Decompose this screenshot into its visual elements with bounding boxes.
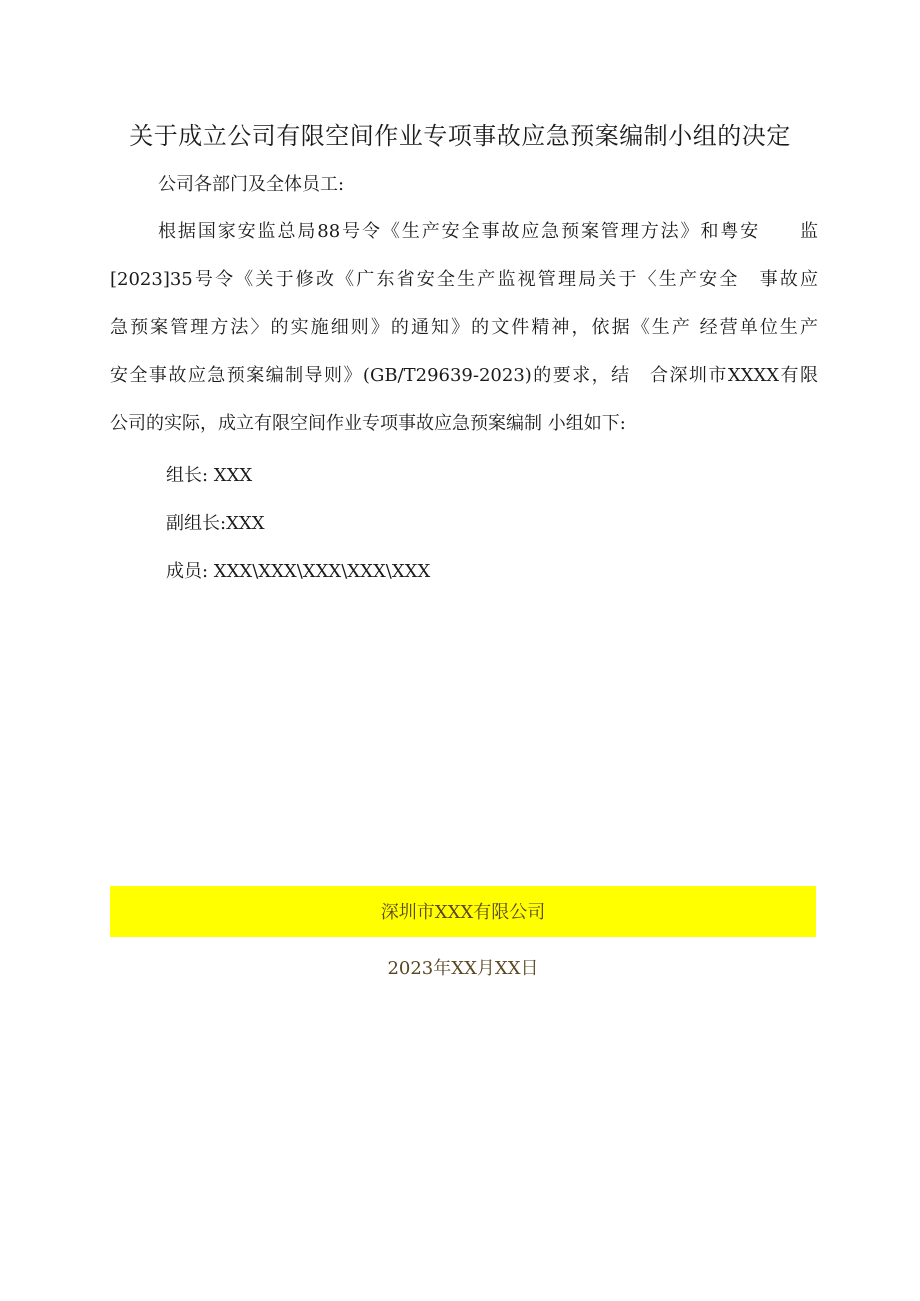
body-line: 安全事故应急预案编制导则》(GB/T29639-2023)的要求，结 合深圳市XXXX有限 <box>110 365 818 386</box>
deputy-group-leader: 副组长:XXX <box>166 513 265 534</box>
document-title: 关于成立公司有限空间作业专项事故应急预案编制小组的决定 <box>129 122 791 150</box>
body-line: 急预案管理方法〉的实施细则》的通知》的文件精神，依据《生产 经营单位生产 <box>110 317 818 338</box>
body-paragraph <box>110 216 818 456</box>
group-members: 成员: XXX\XXX\XXX\XXX\XXX <box>166 561 431 582</box>
document-date: 2023年XX月XX日 <box>387 958 539 979</box>
body-line: 根据国家安监总局88号令《生产安全事故应急预案管理方法》和粤安 监 <box>158 221 818 242</box>
body-line: [2023]35号令《关于修改《广东省安全生产监视管理局关于〈生产安全 事故应 <box>110 269 818 290</box>
group-leader: 组长: XXX <box>166 465 253 486</box>
body-line: 公司的实际，成立有限空间作业专项事故应急预案编制 小组如下: <box>110 413 626 434</box>
salutation: 公司各部门及全体员工: <box>158 174 345 195</box>
company-name: 深圳市XXX有限公司 <box>380 902 546 923</box>
